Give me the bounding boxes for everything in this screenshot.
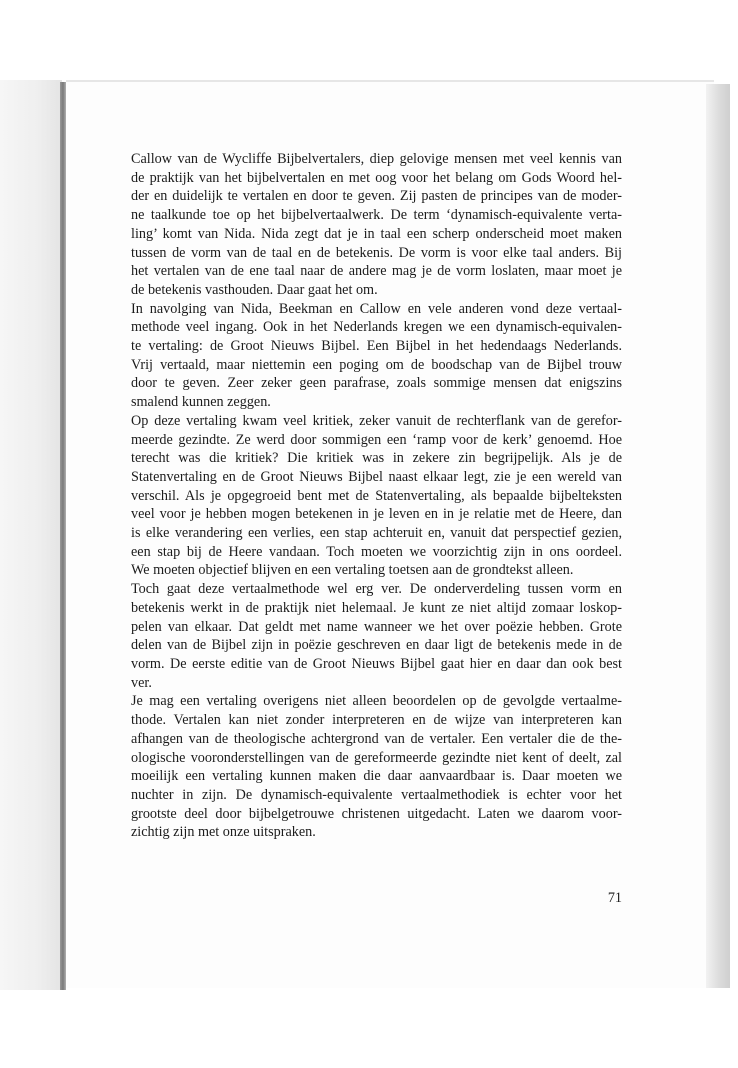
text-line: Toch gaat deze vertaalmethode wel erg ver. De onderverdeling tussen vorm en (131, 581, 622, 598)
text-line: der en duidelijk te vertalen en door te geven. Zij pasten de principes van de moder- (131, 188, 622, 205)
text-line: is elke verandering een verlies, een stap achteruit en, vanuit dat perspectief gezien, (131, 525, 622, 542)
text-line: ling’ komt van Nida. Nida zegt dat je in taal een scherp onderscheid moet maken (131, 225, 622, 242)
text-line: het vertalen van de ene taal naar de andere mag je de vorm loslaten, maar moet je (131, 263, 622, 280)
text-line: vorm. De eerste editie van de Groot Nieuws Bijbel gaat hier en daar dan ook best (131, 655, 622, 672)
text-line: ne taalkunde toe op het bijbelvertaalwerk. De term ‘dynamisch-equivalente verta- (131, 207, 622, 224)
text-line: moeilijk een vertaling kunnen maken die daar aanvaardbaar is. Daar moeten we (131, 768, 622, 785)
text-line: ologische vooronderstellingen van de gereformeerde gezindte niet kent of deelt, zal (131, 749, 622, 766)
text-line: door te geven. Zeer zeker geen parafrase, zoals sommige mensen dat enigszins (131, 375, 622, 392)
text-line: grootste deel door bijbelgetrouwe christenen uitgedacht. Laten we daarom voor- (131, 805, 622, 822)
text-line: Op deze vertaling kwam veel kritiek, zeker vanuit de rechterflank van de gerefor- (131, 412, 622, 429)
text-line: We moeten objectief blijven en een vertaling toetsen aan de grondtekst alleen. (131, 562, 574, 579)
text-line: Vrij vertaald, maar niettemin een poging om de boodschap van de Bijbel trouw (131, 356, 622, 373)
text-line: Callow van de Wycliffe Bijbelvertalers, diep gelovige mensen met veel kennis van (131, 151, 622, 167)
page-right-edge-shadow (706, 84, 730, 988)
text-line: delen van de Bijbel zijn in poëzie geschreven en daar ligt de betekenis mede in de (131, 637, 622, 654)
text-line: de praktijk van het bijbelvertalen en met oog voor het belang om Gods Woord hel- (131, 169, 622, 186)
text-line: nuchter in zijn. De dynamisch-equivalente vertaalmethodiek is echter voor het (131, 786, 622, 803)
book-binding (60, 82, 66, 990)
text-line: thode. Vertalen kan niet zonder interpreteren en de wijze van interpreteren kan (131, 712, 622, 729)
text-line: meerde gezindte. Ze werd door sommigen een ‘ramp voor de kerk’ genoemd. Hoe (131, 431, 622, 448)
text-line: verschil. Als je opgegroeid bent met de Statenvertaling, als bepaalde bijbelteksten (131, 487, 622, 504)
text-line: afhangen van de theologische achtergrond van de vertaler. Een vertaler die de the- (131, 730, 622, 747)
left-page-sliver (0, 80, 62, 990)
text-line: tussen de vorm van de taal en de betekenis. De vorm is voor elke taal anders. Bij (131, 244, 622, 261)
text-line: ver. (131, 674, 152, 691)
text-line: Je mag een vertaling overigens niet alleen beoordelen op de gevolgde vertaalme- (131, 693, 622, 710)
body-text (131, 150, 622, 842)
text-line: In navolging van Nida, Beekman en Callow en vele anderen vond deze vertaal- (131, 300, 622, 317)
text-line: te vertaling: de Groot Nieuws Bijbel. Een Bijbel in het hedendaags Nederlands. (131, 338, 622, 355)
text-line: methode veel ingang. Ook in het Nederlands kregen we een dynamisch-equivalen- (131, 319, 622, 336)
text-line: smalend kunnen zeggen. (131, 394, 271, 411)
text-line: zichtig zijn met onze uitspraken. (131, 824, 316, 841)
text-line: betekenis werkt in de praktijk niet helemaal. Je kunt ze niet altijd zomaar loskop- (131, 599, 622, 616)
text-line: terecht was die kritiek? Die kritiek was in zekere zin begrijpelijk. Als je de (131, 450, 622, 467)
text-line: de betekenis vasthouden. Daar gaat het om. (131, 281, 378, 298)
text-line: Statenvertaling en de Groot Nieuws Bijbel naast elkaar legt, zie je een wereld van (131, 468, 622, 485)
text-line: pelen van elkaar. Dat geldt met name wanneer we het over poëzie hebben. Grote (131, 618, 622, 635)
text-line: een stap bij de Heere vandaan. Toch moeten we voorzichtig zijn in ons oordeel. (131, 543, 622, 560)
page-number: 71 (607, 890, 622, 906)
text-line: veel voor je hebben mogen betekenen in je leven en in je relatie met de Heere, dan (131, 506, 622, 523)
